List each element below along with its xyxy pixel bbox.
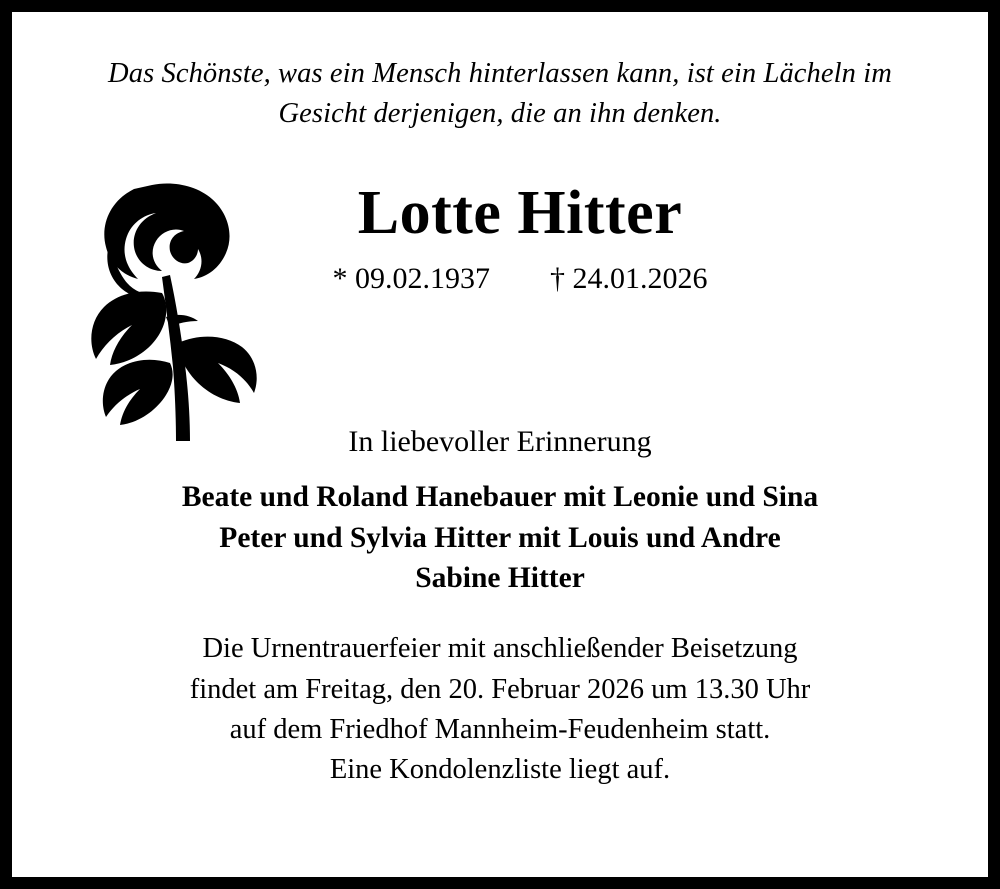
obituary-inner <box>12 12 988 877</box>
ceremony-line: findet am Freitag, den 20. Februar 2026 um 13.30 Uhr <box>189 673 811 705</box>
family-line: Sabine Hitter <box>415 562 585 595</box>
memorial-quote: Das Schönste, was ein Mensch hinterlassen kann, ist ein Lächeln im Gesicht derjenigen, die an ihn denken. <box>108 58 892 130</box>
ceremony-line: Eine Kondolenzliste liegt auf. <box>329 754 671 786</box>
ceremony-details <box>70 629 930 791</box>
deceased-name: Lotte Hitter <box>357 178 683 247</box>
life-dates: * 09.02.1937 † 24.01.2026 <box>332 262 708 296</box>
ceremony-line: Die Urnentrauerfeier mit anschließender Beisetzung <box>202 633 798 665</box>
name-block <box>12 178 988 381</box>
family-line: Peter und Sylvia Hitter mit Louis und Andre <box>219 521 781 554</box>
rose-icon <box>74 167 264 442</box>
ceremony-line: auf dem Friedhof Mannheim-Feudenheim statt. <box>229 713 771 745</box>
family-names <box>60 477 940 599</box>
family-line: Beate und Roland Hanebauer mit Leonie und Sina <box>181 480 819 513</box>
memory-line: In liebevoller Erinnerung <box>348 424 652 458</box>
